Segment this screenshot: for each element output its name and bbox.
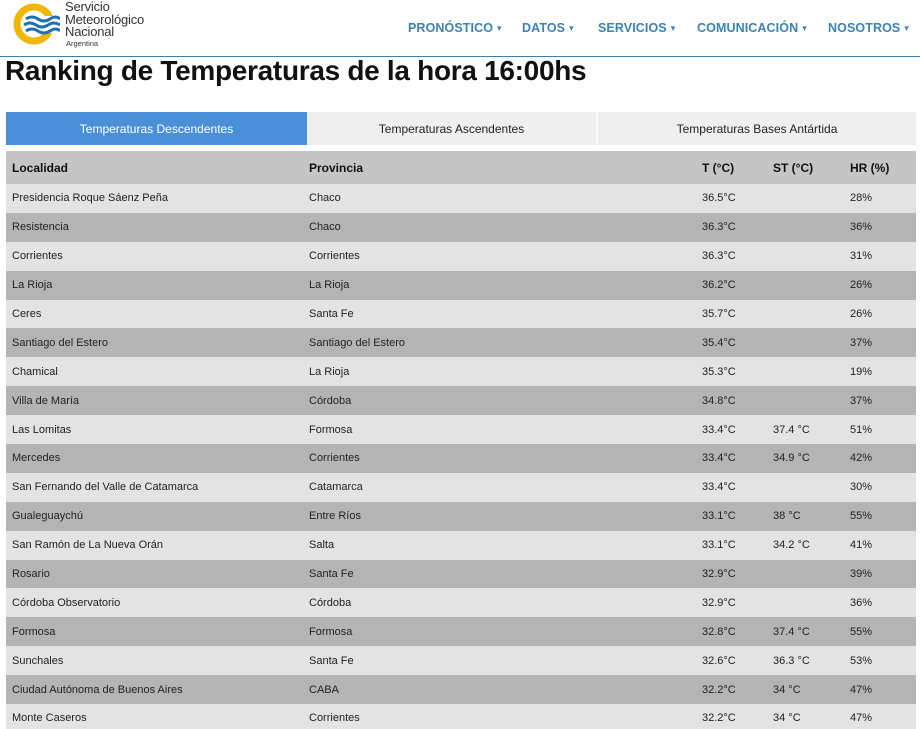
cell-humedad: 51% [850,423,873,436]
cell-temperatura: 32.8°C [702,625,736,638]
cell-provincia: Córdoba [309,596,352,609]
cell-temperatura: 36.2°C [702,279,736,292]
cell-humedad: 28% [850,192,873,205]
nav-item-datos[interactable] [522,21,574,35]
cell-humedad: 37% [850,394,873,407]
cell-humedad: 47% [850,683,873,696]
cell-temperatura: 35.3°C [702,365,736,378]
nav-label: NOSOTROS [828,21,901,35]
nav-label: SERVICIOS [598,21,667,35]
cell-temperatura: 34.8°C [702,394,736,407]
cell-temperatura: 36.5°C [702,192,736,205]
cell-provincia: Chaco [309,221,341,234]
cell-sensacion-termica: 34.2 °C [773,539,810,552]
nav-label: COMUNICACIÓN [697,21,799,35]
cell-temperatura: 33.1°C [702,539,736,552]
table-row [6,531,916,560]
cell-sensacion-termica: 36.3 °C [773,654,810,667]
nav-item-comunicacion[interactable] [697,21,807,35]
caret-down-icon: ▾ [904,23,909,33]
caret-down-icon: ▾ [497,23,502,33]
cell-temperatura: 33.1°C [702,510,736,523]
table-row [6,386,916,415]
cell-provincia: Corrientes [309,250,360,263]
cell-provincia: Santa Fe [309,568,354,581]
caret-down-icon: ▾ [569,23,574,33]
cell-localidad: Ciudad Autónoma de Buenos Aires [12,683,183,696]
cell-provincia: Corrientes [309,452,360,465]
cell-humedad: 47% [850,712,873,725]
column-header-provincia[interactable]: Provincia [309,160,364,175]
cell-humedad: 53% [850,654,873,667]
site-header [0,0,920,57]
cell-temperatura: 32.2°C [702,712,736,725]
cell-localidad: Córdoba Observatorio [12,596,121,609]
cell-localidad: Chamical [12,365,58,378]
cell-humedad: 55% [850,510,873,523]
column-header-temperatura[interactable]: T (°C) [702,160,735,175]
table-row [6,560,916,589]
cell-humedad: 37% [850,336,873,349]
cell-temperatura: 36.3°C [702,221,736,234]
cell-localidad: San Fernando del Valle de Catamarca [12,481,199,494]
column-header-localidad[interactable]: Localidad [12,160,69,175]
cell-humedad: 55% [850,625,873,638]
cell-humedad: 39% [850,568,873,581]
cell-sensacion-termica: 34 °C [773,683,801,696]
nav-item-servicios[interactable] [598,21,675,35]
table-row [6,588,916,617]
cell-provincia: Chaco [309,192,341,205]
logo-line-4: Argentina [66,38,99,48]
cell-provincia: Santa Fe [309,654,354,667]
tab-temperaturas-descendentes[interactable] [6,112,307,145]
cell-humedad: 26% [850,308,873,320]
cell-provincia: Formosa [309,625,353,638]
column-header-humedad[interactable]: HR (%) [850,160,890,175]
cell-temperatura: 32.9°C [702,568,736,581]
table-row [6,444,916,473]
tab-temperaturas-ascendentes[interactable] [307,112,596,145]
cell-sensacion-termica: 34 °C [773,712,801,725]
cell-provincia: CABA [309,683,339,696]
smn-logo-icon[interactable] [12,2,60,46]
cell-humedad: 26% [850,279,873,292]
table-header-row [6,151,916,184]
tab-label: Temperaturas Descendentes [79,121,234,136]
cell-provincia: La Rioja [309,279,350,292]
logo-line-3: Nacional [65,24,114,39]
logo-line-2: Meteorológico [65,11,145,27]
cell-provincia: Santa Fe [309,308,354,320]
cell-provincia: Formosa [309,423,353,436]
cell-localidad: Resistencia [12,221,69,234]
cell-temperatura: 33.4°C [702,423,736,436]
cell-localidad: Mercedes [12,452,61,465]
table-row [6,415,916,444]
ranking-tabs [6,112,916,145]
cell-humedad: 31% [850,250,873,263]
cell-humedad: 42% [850,452,873,465]
cell-humedad: 36% [850,221,873,234]
nav-label: PRONÓSTICO [408,21,494,35]
cell-temperatura: 35.4°C [702,336,736,349]
column-header-sensacion-termica[interactable]: ST (°C) [773,160,814,175]
cell-localidad: Las Lomitas [12,423,72,436]
cell-localidad: Villa de María [12,394,80,407]
cell-localidad: Rosario [12,568,50,581]
table-row [6,646,916,675]
cell-localidad: Presidencia Roque Sáenz Peña [12,192,168,205]
cell-localidad: La Rioja [12,279,53,292]
cell-sensacion-termica: 37.4 °C [773,423,810,436]
table-row [6,473,916,502]
logo-line-1: Servicio [65,0,110,14]
logo-text[interactable] [65,1,144,48]
page-title: Ranking de Temperaturas de la hora 16:00hs [5,55,587,86]
cell-temperatura: 36.3°C [702,250,736,263]
cell-localidad: Monte Caseros [12,712,87,725]
table-body [6,184,916,729]
cell-temperatura: 32.6°C [702,654,736,667]
cell-provincia: Salta [309,539,335,552]
cell-localidad: Ceres [12,308,42,320]
cell-temperatura: 35.7°C [702,308,736,320]
table-row [6,617,916,646]
cell-humedad: 30% [850,481,873,494]
tab-temperaturas-bases-antartida[interactable] [598,112,916,145]
table-row [6,704,916,729]
tab-label: Temperaturas Bases Antártida [676,121,838,136]
temperature-ranking-table [6,151,916,729]
cell-temperatura: 32.9°C [702,596,736,609]
table-row [6,271,916,300]
table-row [6,242,916,271]
cell-localidad: San Ramón de La Nueva Orán [12,539,164,552]
table-row [6,357,916,386]
cell-humedad: 41% [850,539,873,552]
cell-humedad: 19% [850,365,873,378]
caret-down-icon: ▾ [802,23,807,33]
cell-localidad: Sunchales [12,654,64,667]
cell-provincia: Santiago del Estero [309,336,406,349]
caret-down-icon: ▾ [670,23,676,33]
table-row [6,502,916,531]
nav-item-nosotros[interactable] [828,21,909,35]
cell-provincia: Entre Ríos [309,510,361,523]
cell-humedad: 36% [850,596,873,609]
nav-item-pronostico[interactable] [408,21,502,35]
cell-provincia: Catamarca [309,481,363,494]
table-row [6,675,916,704]
cell-localidad: Formosa [12,625,56,638]
cell-temperatura: 33.4°C [702,481,736,494]
table-row [6,300,916,329]
cell-localidad: Santiago del Estero [12,336,109,349]
table-row [6,328,916,357]
cell-temperatura: 33.4°C [702,452,736,465]
cell-localidad: Corrientes [12,250,63,263]
table-row [6,213,916,242]
table-row [6,184,916,213]
cell-sensacion-termica: 38 °C [773,510,801,523]
cell-provincia: Córdoba [309,394,352,407]
cell-sensacion-termica: 34.9 °C [773,452,810,465]
tab-label: Temperaturas Ascendentes [378,121,525,136]
cell-sensacion-termica: 37.4 °C [773,625,810,638]
cell-provincia: La Rioja [309,365,350,378]
cell-provincia: Corrientes [309,712,360,725]
nav-label: DATOS [522,21,566,35]
cell-temperatura: 32.2°C [702,683,736,696]
cell-localidad: Gualeguaychú [12,510,83,523]
